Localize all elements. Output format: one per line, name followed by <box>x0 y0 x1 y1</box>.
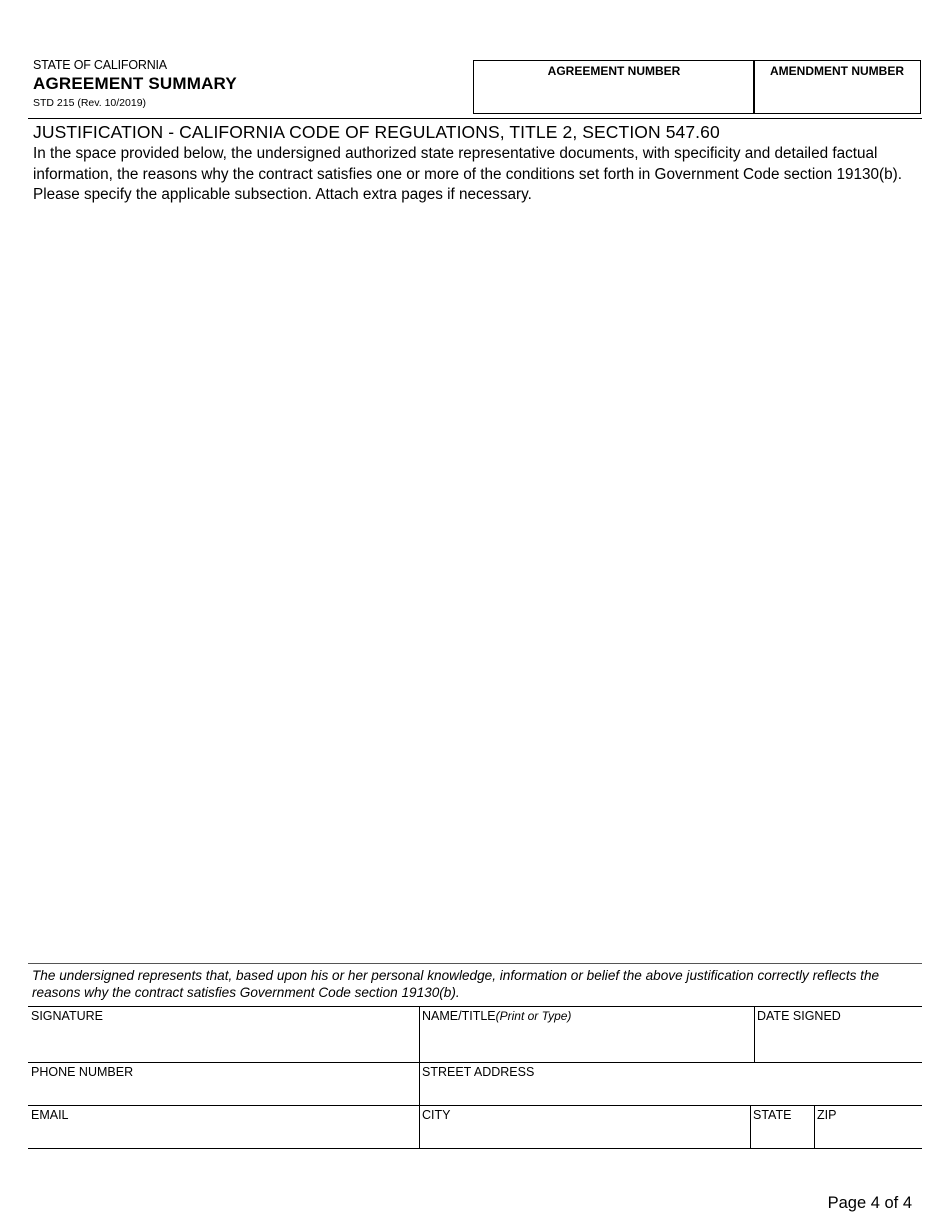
name-title-label: NAME/TITLE <box>422 1009 496 1023</box>
amendment-number-field[interactable] <box>753 60 921 114</box>
date-signed-label: DATE SIGNED <box>757 1009 841 1023</box>
justification-instructions: In the space provided below, the undersigned authorized state representative documents, with specificity and detailed factual information, the reasons why the contract satisfies one or more of the conditions set forth in Government Code section 19130(b). Please specify the applicable subsection. Attach extra pages if necessary. <box>33 145 902 203</box>
name-title-label-wrap <box>422 1009 571 1023</box>
phone-number-label: PHONE NUMBER <box>31 1065 134 1079</box>
justification-heading: JUSTIFICATION - CALIFORNIA CODE OF REGULATIONS, TITLE 2, SECTION 547.60 <box>33 122 720 142</box>
city-field[interactable] <box>420 1106 750 1148</box>
header-divider <box>28 118 922 119</box>
form-revision: STD 215 (Rev. 10/2019) <box>33 97 147 109</box>
form-title: AGREEMENT SUMMARY <box>33 74 237 93</box>
zip-label: ZIP <box>817 1108 837 1122</box>
state-label: STATE <box>753 1108 792 1122</box>
signature-label: SIGNATURE <box>31 1009 103 1023</box>
state-of-california-label: STATE OF CALIFORNIA <box>33 58 167 72</box>
city-label: CITY <box>422 1108 451 1122</box>
street-address-field[interactable] <box>420 1063 922 1105</box>
agreement-number-field[interactable] <box>473 60 755 114</box>
email-field[interactable] <box>28 1106 419 1148</box>
street-address-label: STREET ADDRESS <box>422 1065 535 1079</box>
agreement-number-label: AGREEMENT NUMBER <box>547 64 681 78</box>
certification-divider <box>28 963 922 964</box>
certification-statement: The undersigned represents that, based upon his or her personal knowledge, information or belief the above justification correctly reflects the reasons why the contract satisfies Government Code section 19130(b). <box>32 968 880 1000</box>
page-number: Page 4 of 4 <box>827 1194 912 1212</box>
zip-field[interactable] <box>815 1106 922 1148</box>
state-field[interactable] <box>751 1106 814 1148</box>
name-title-hint: (Print or Type) <box>495 1009 572 1023</box>
justification-text-area[interactable] <box>28 212 922 957</box>
email-label: EMAIL <box>31 1108 69 1122</box>
grid-rule-bottom <box>28 1148 922 1149</box>
date-signed-field[interactable] <box>755 1006 922 1062</box>
amendment-number-label: AMENDMENT NUMBER <box>770 64 904 78</box>
phone-number-field[interactable] <box>28 1063 419 1105</box>
signature-grid <box>28 1006 922 1148</box>
name-title-field[interactable] <box>420 1006 754 1062</box>
signature-field[interactable] <box>28 1006 419 1062</box>
